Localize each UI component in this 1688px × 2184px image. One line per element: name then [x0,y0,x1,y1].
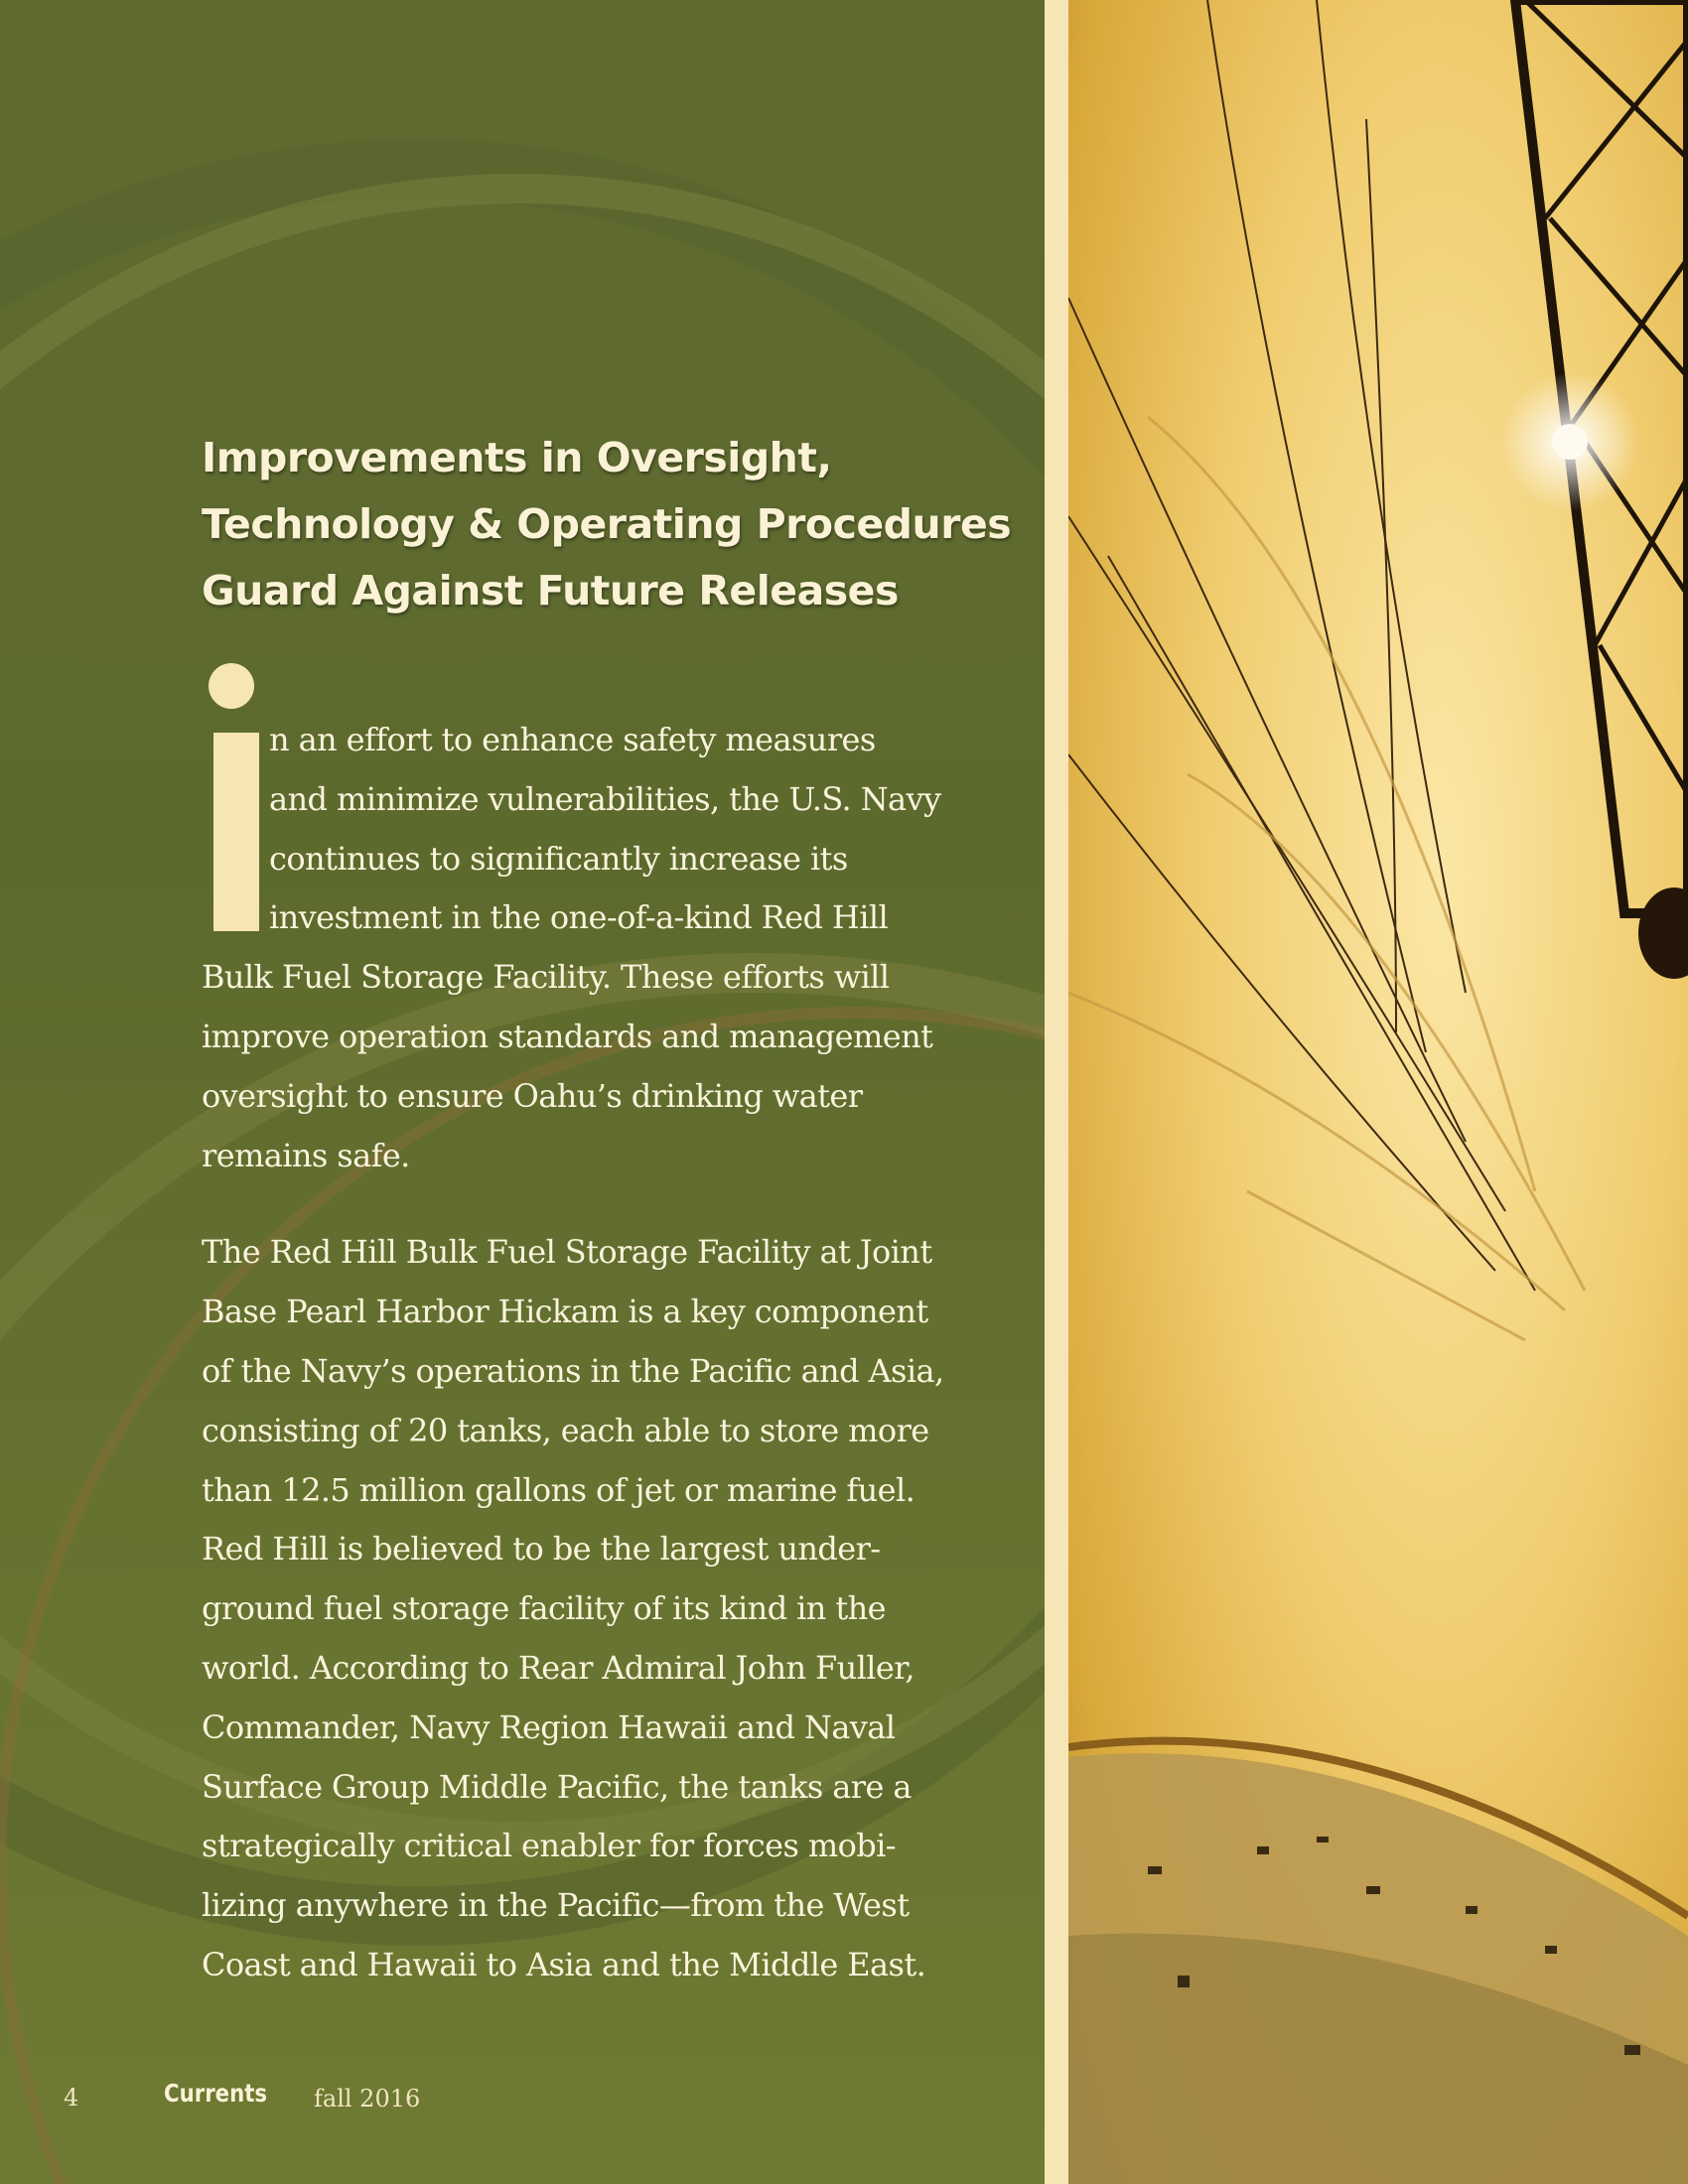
body-line: Coast and Hawaii to Asia and the Middle East. [202,1945,926,1983]
headline-line: Guard Against Future Releases [202,567,899,614]
body-line: Surface Group Middle Pacific, the tanks are a [202,1767,912,1806]
body-line: investment in the one-of-a-kind Red Hill [269,898,889,937]
drop-cap-dot [209,663,254,709]
fuel-tank-photo [1068,0,1688,2184]
body-line: continues to significantly increase its [269,839,848,878]
body-line: and minimize vulnerabilities, the U.S. Navy [269,779,941,818]
body-line: The Red Hill Bulk Fuel Storage Facility at Joint [202,1233,932,1272]
body-line: Base Pearl Harbor Hickam is a key component [202,1293,928,1331]
article-paragraph-2 [202,1223,996,1994]
body-line: Bulk Fuel Storage Facility. These efforts will [202,958,890,997]
body-line: Commander, Navy Region Hawaii and Naval [202,1707,896,1746]
body-line: ground fuel storage facility of its kind in the [202,1589,886,1628]
cream-divider-strip [1045,0,1068,2184]
body-line: Red Hill is believed to be the largest under- [202,1530,881,1569]
body-line: lizing anywhere in the Pacific—from the West [202,1886,910,1925]
body-line: remains safe. [202,1136,410,1174]
tank-rib-lines [1068,417,1585,1340]
body-line: consisting of 20 tanks, each able to store more [202,1411,929,1449]
body-line: oversight to ensure Oahu’s drinking water [202,1076,863,1115]
work-light [1552,424,1588,460]
body-line: than 12.5 million gallons of jet or marine fuel. [202,1470,915,1509]
magazine-title: Currents [164,2079,268,2108]
body-line: n an effort to enhance safety measures [269,721,876,758]
article-body [202,711,996,1995]
suspension-cables [1068,0,1535,1291]
article-headline [202,425,1012,624]
body-line: strategically critical enabler for forces mobi- [202,1827,896,1865]
issue-date: fall 2016 [314,2085,421,2113]
body-line: improve operation standards and management [202,1017,933,1055]
tank-interior-illustration [1068,0,1688,2184]
page-number: 4 [64,2084,79,2112]
crane-hook-block [1638,887,1688,979]
article-paragraph-1 [202,711,996,1185]
headline-line: Improvements in Oversight, [202,434,832,481]
headline-line: Technology & Operating Procedures [202,500,1012,548]
body-line: world. According to Rear Admiral John Fuller, [202,1648,915,1687]
body-line: of the Navy’s operations in the Pacific and Asia, [202,1351,944,1390]
